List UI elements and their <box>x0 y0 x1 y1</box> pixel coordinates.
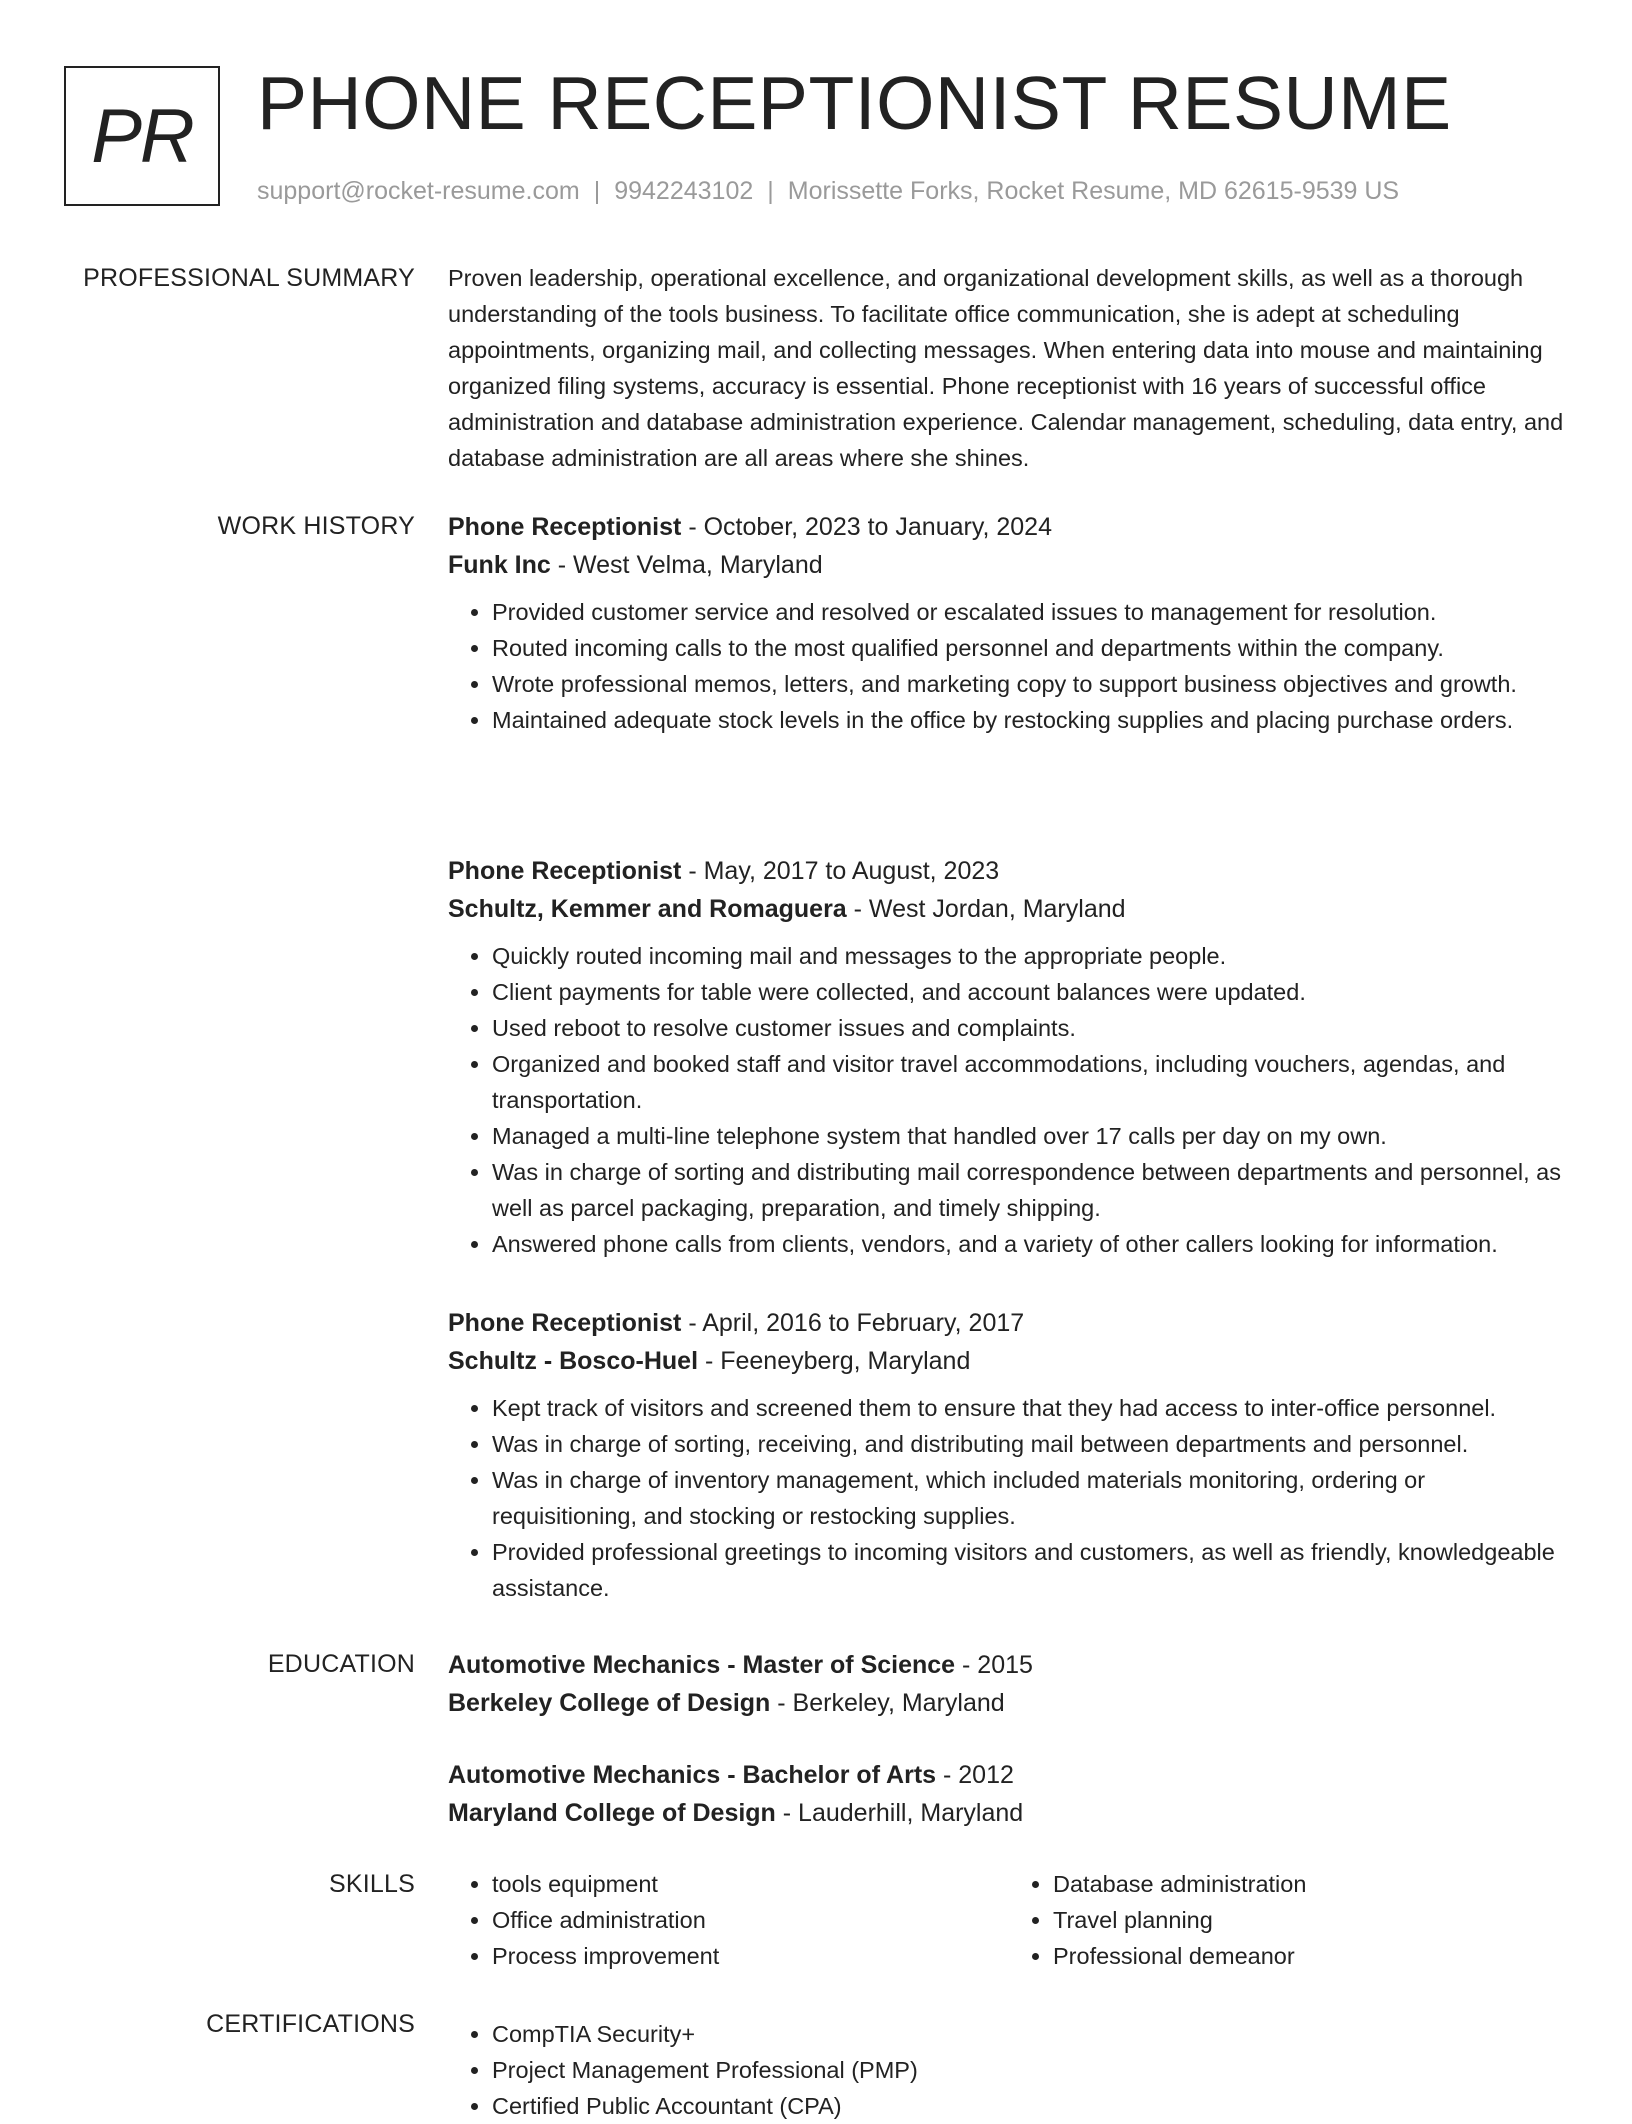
page-title: PHONE RECEPTIONIST RESUME <box>257 61 1452 145</box>
list-item: • Kept track of visitors and screened them to ensure that they had access to inter-office personnel. <box>492 1390 1570 1426</box>
skills-label: SKILLS <box>329 1870 415 1898</box>
education-school-line <box>448 1684 1570 1722</box>
education-degree: Automotive Mechanics - Master of Science <box>448 1651 956 1679</box>
list-item: • Managed a multi-line telephone system that handled over 17 calls per day on my own. <box>492 1118 1570 1154</box>
job-dates: - May, 2017 to August, 2023 <box>681 857 1000 885</box>
list-item: • CompTIA Security+ <box>492 2016 1570 2052</box>
job-bullets <box>448 1390 1570 1606</box>
skills-column-right <box>1009 1866 1570 1974</box>
contact-separator: | <box>767 177 774 205</box>
list-item: • Project Management Professional (PMP) <box>492 2052 1570 2088</box>
contact-address: Morissette Forks, Rocket Resume, MD 62615-9539 US <box>787 177 1400 205</box>
list-item: • Was in charge of sorting, receiving, and distributing mail between departments and personnel. <box>492 1426 1570 1462</box>
education-entry <box>448 1756 1570 1832</box>
list-item: • Was in charge of sorting and distributing mail correspondence between departments and personnel, as well as parcel packaging, preparation, and timely shipping. <box>492 1154 1570 1226</box>
list-item: • Wrote professional memos, letters, and marketing copy to support business objectives and growth. <box>492 666 1570 702</box>
list-item: • Routed incoming calls to the most qualified personnel and departments within the company. <box>492 630 1570 666</box>
job-company-line <box>448 1342 1570 1380</box>
job-company-line <box>448 890 1570 928</box>
job-title: Phone Receptionist <box>448 857 682 885</box>
job-bullets <box>448 594 1570 738</box>
certifications-list <box>448 2016 1570 2124</box>
education-location: - Berkeley, Maryland <box>770 1689 1005 1717</box>
list-item: • Maintained adequate stock levels in the office by restocking supplies and placing purchase orders. <box>492 702 1570 738</box>
job-location: - Feeneyberg, Maryland <box>698 1347 971 1375</box>
list-item: • Answered phone calls from clients, vendors, and a variety of other callers looking for information. <box>492 1226 1570 1262</box>
job-title-line <box>448 508 1570 546</box>
job-company-line <box>448 546 1570 584</box>
list-item: • Professional demeanor <box>1053 1938 1570 1974</box>
skills-column-left <box>448 1866 1009 1974</box>
summary-label: PROFESSIONAL SUMMARY <box>83 264 415 292</box>
education-year: - 2015 <box>955 1651 1033 1679</box>
summary-text: Proven leadership, operational excellence, and organizational development skills, as well as a thorough understanding of the tools business. To facilitate office communication, she is adept at scheduling appointments, organizing mail, and collecting messages. When entering data into mouse and maintaining organized filing systems, accuracy is essential. Phone receptionist with 16 years of successful office administration and database administration experience. Calendar management, scheduling, data entry, and database administration are all areas where she shines. <box>448 265 1564 471</box>
job-company: Funk Inc <box>448 551 551 579</box>
list-item: • tools equipment <box>492 1866 1009 1902</box>
job-entry <box>448 508 1570 738</box>
certifications-label: CERTIFICATIONS <box>206 2010 415 2038</box>
job-entry <box>448 852 1570 1262</box>
contact-phone: 9942243102 <box>614 177 754 205</box>
contact-line <box>257 174 1399 208</box>
job-title-line <box>448 852 1570 890</box>
job-company: Schultz - Bosco-Huel <box>448 1347 699 1375</box>
list-item: • Provided customer service and resolved or escalated issues to management for resolution. <box>492 594 1570 630</box>
contact-email: support@rocket-resume.com <box>257 177 580 205</box>
education-label: EDUCATION <box>267 1650 415 1678</box>
list-item: • Provided professional greetings to incoming visitors and customers, as well as friendly, knowledgeable assistance. <box>492 1534 1570 1606</box>
education-location: - Lauderhill, Maryland <box>775 1799 1024 1827</box>
list-item: • Was in charge of inventory management, which included materials monitoring, ordering or requisitioning, and stocking or restocking supplies. <box>492 1462 1570 1534</box>
list-item: • Office administration <box>492 1902 1009 1938</box>
education-school: Maryland College of Design <box>448 1799 776 1827</box>
job-title: Phone Receptionist <box>448 1309 682 1337</box>
job-location: - West Jordan, Maryland <box>846 895 1126 923</box>
job-title: Phone Receptionist <box>448 513 682 541</box>
list-item: • Travel planning <box>1053 1902 1570 1938</box>
job-bullets <box>448 938 1570 1262</box>
monogram-initials: PR <box>91 93 193 179</box>
skills-grid <box>448 1866 1570 1974</box>
education-year: - 2012 <box>936 1761 1014 1789</box>
list-item: • Used reboot to resolve customer issues and complaints. <box>492 1010 1570 1046</box>
job-dates: - October, 2023 to January, 2024 <box>681 513 1052 541</box>
education-school-line <box>448 1794 1570 1832</box>
monogram-box <box>64 66 220 206</box>
list-item: • Certified Public Accountant (CPA) <box>492 2088 1570 2124</box>
list-item: • Process improvement <box>492 1938 1009 1974</box>
education-degree: Automotive Mechanics - Bachelor of Arts <box>448 1761 937 1789</box>
job-title-line <box>448 1304 1570 1342</box>
education-school: Berkeley College of Design <box>448 1689 771 1717</box>
list-item: • Organized and booked staff and visitor travel accommodations, including vouchers, agendas, and transportation. <box>492 1046 1570 1118</box>
list-item: • Client payments for table were collected, and account balances were updated. <box>492 974 1570 1010</box>
work-history-label: WORK HISTORY <box>217 512 415 540</box>
list-item: • Database administration <box>1053 1866 1570 1902</box>
job-dates: - April, 2016 to February, 2017 <box>681 1309 1025 1337</box>
job-company: Schultz, Kemmer and Romaguera <box>448 895 847 923</box>
list-item: • Quickly routed incoming mail and messages to the appropriate people. <box>492 938 1570 974</box>
contact-separator: | <box>593 177 601 205</box>
education-degree-line <box>448 1756 1570 1794</box>
job-location: - West Velma, Maryland <box>550 551 823 579</box>
job-entry <box>448 1304 1570 1606</box>
education-entry <box>448 1646 1570 1722</box>
education-degree-line <box>448 1646 1570 1684</box>
